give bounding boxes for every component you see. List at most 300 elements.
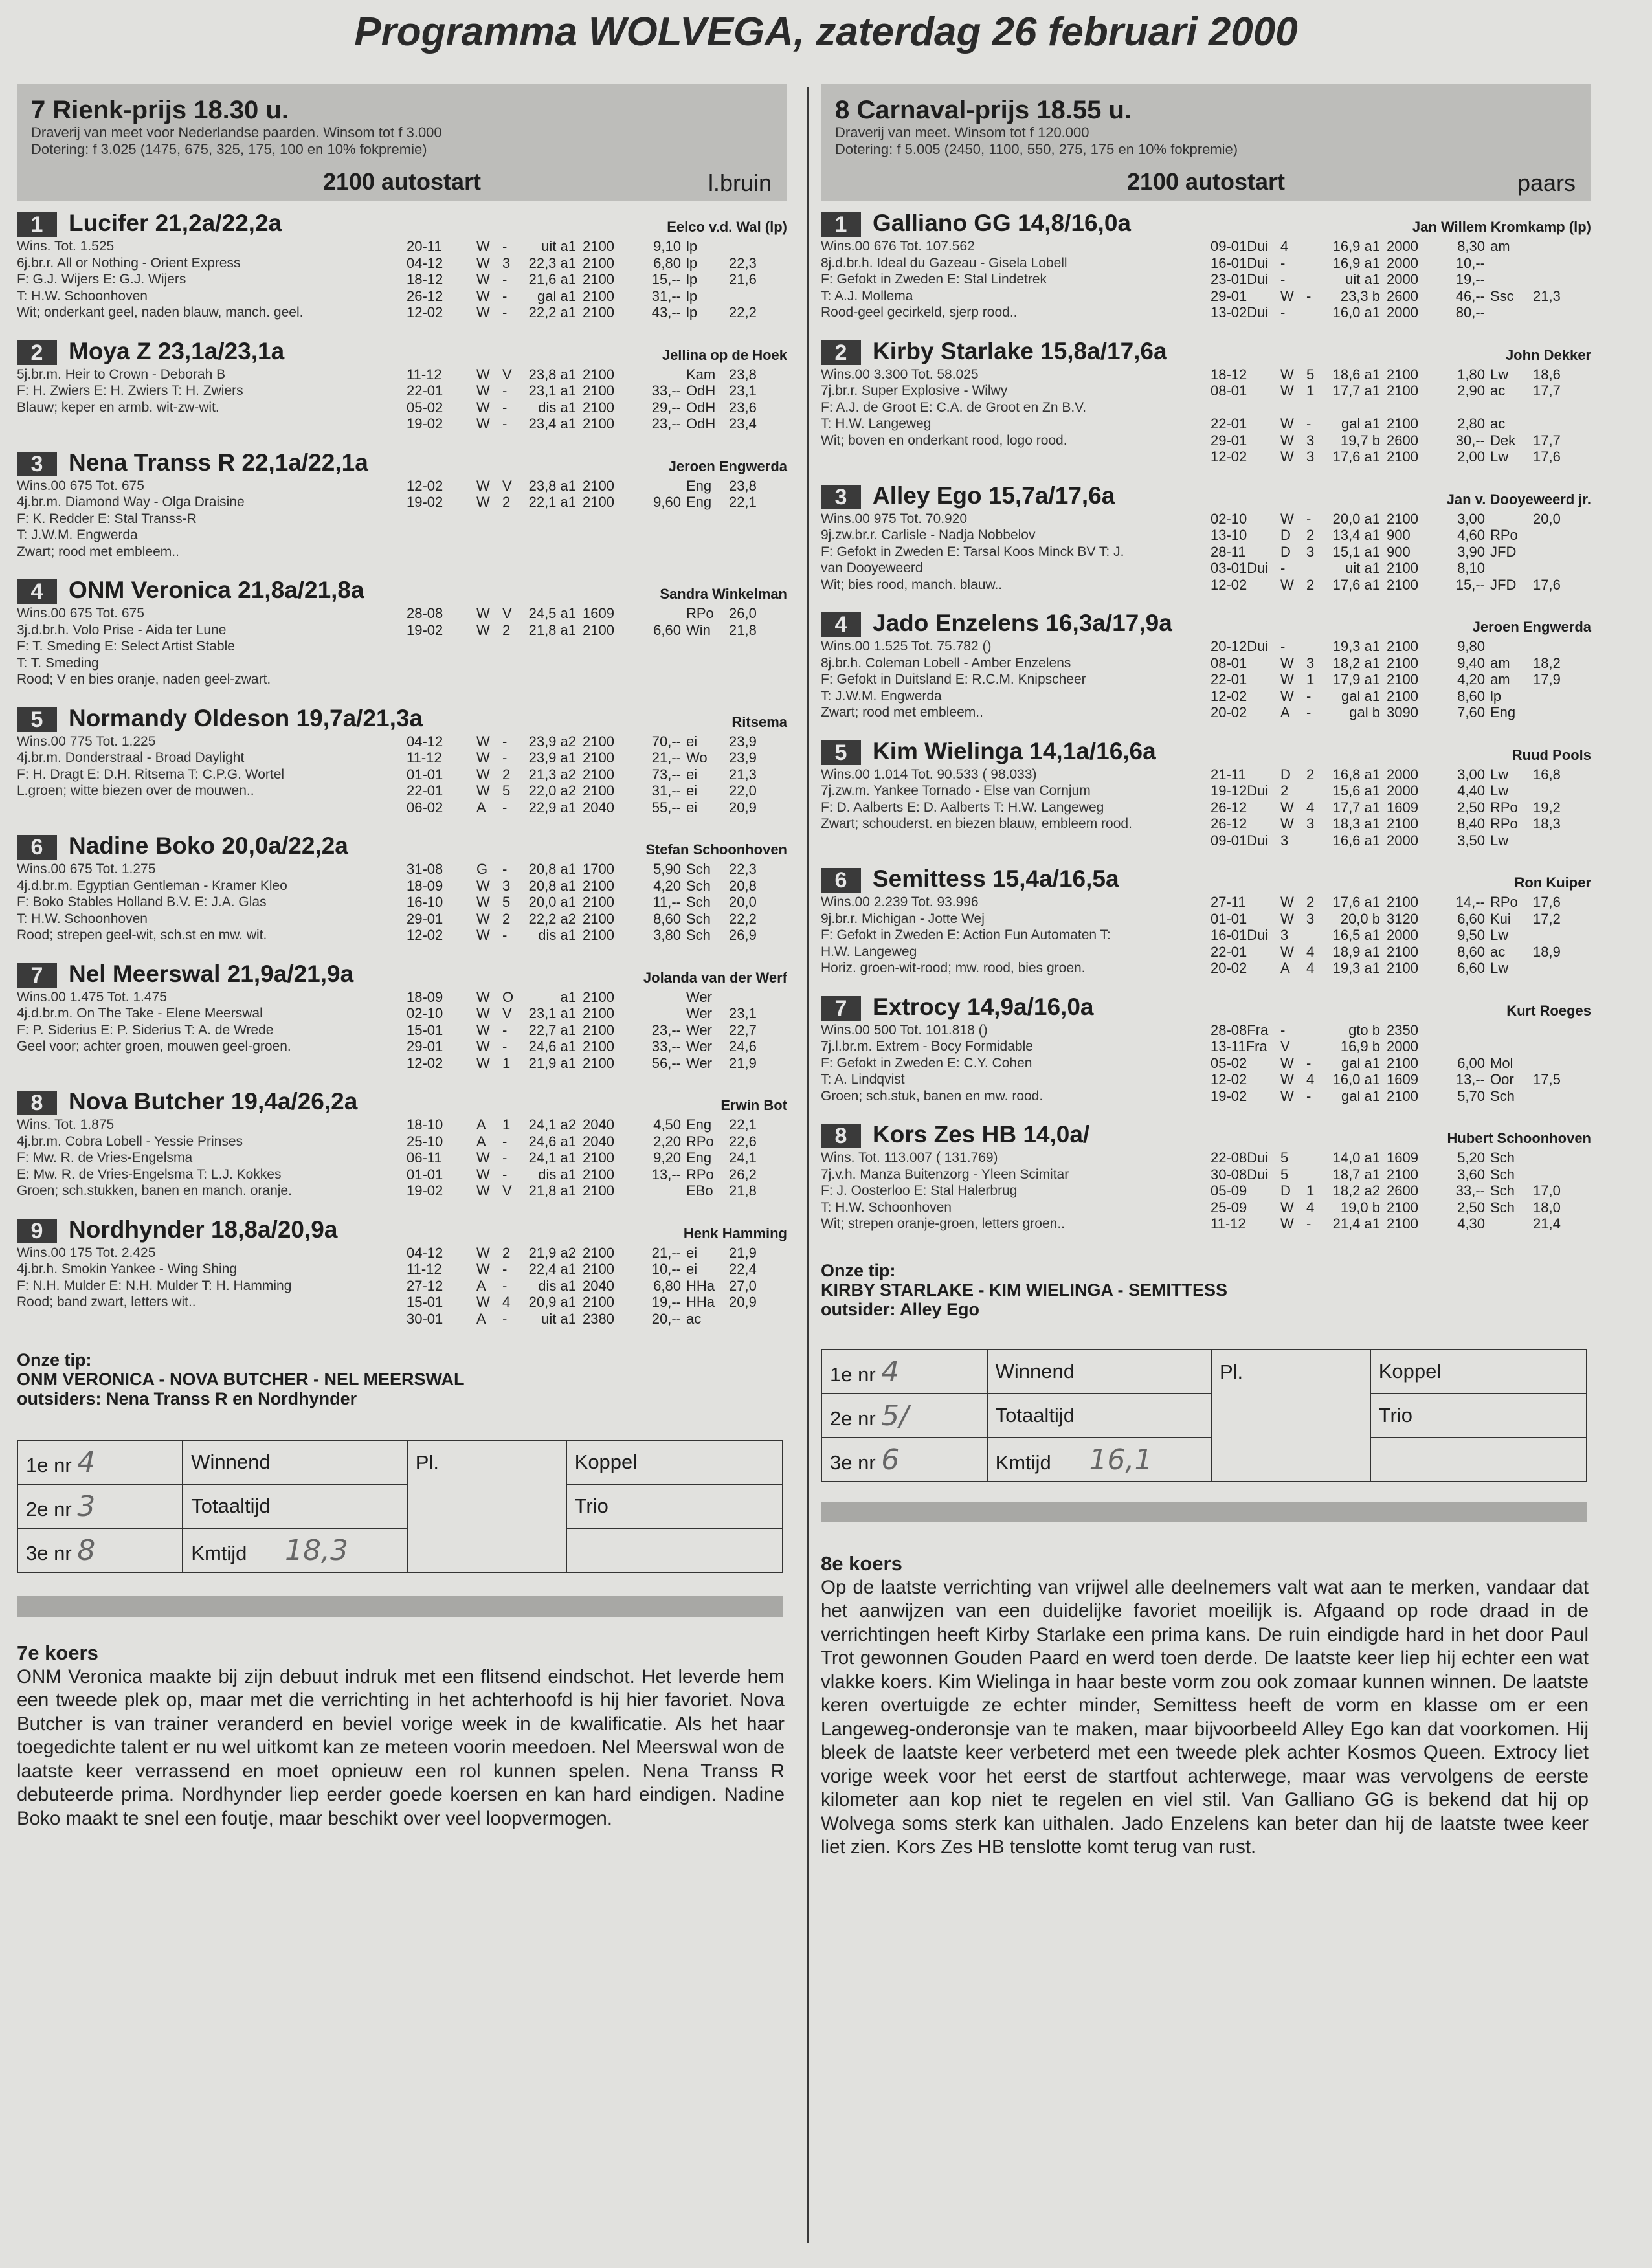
run-driver: RPo: [1490, 527, 1518, 543]
run-distance: 2000: [1387, 304, 1418, 320]
run-driver: ei: [686, 799, 698, 816]
run-track: W: [476, 783, 490, 799]
run-time: 16,0 a1: [1332, 1071, 1380, 1087]
run-odds: 7,60: [1457, 704, 1485, 720]
run-distance: 2100: [1387, 638, 1418, 654]
horse-info-line: 4j.br.h. Smokin Yankee - Wing Shing: [17, 1262, 238, 1276]
horse-info-line: Zwart; rood met embleem..: [17, 544, 179, 559]
run-kmtime: 22,7: [729, 1021, 757, 1038]
run-kmtime: 17,2: [1533, 910, 1561, 927]
run-track: W: [1280, 671, 1294, 687]
horse-entry: [17, 832, 787, 961]
run-odds: 5,20: [1457, 1150, 1485, 1166]
horse-info-line: Wit; boven en onderkant rood, logo rood.: [821, 432, 1067, 448]
run-odds: 3,00: [1457, 766, 1485, 783]
run-odds: 6,60: [1457, 910, 1485, 927]
run-place: -: [502, 1166, 508, 1183]
tip-picks: KIRBY STARLAKE - KIM WIELINGA - SEMITTESS: [821, 1280, 1228, 1300]
kmtijd-cell[interactable]: [987, 1438, 1211, 1482]
run-odds: 3,90: [1457, 543, 1485, 560]
horse-info-line: Zwart; rood met embleem..: [821, 705, 983, 720]
horse-number: 9: [17, 1219, 57, 1243]
run-place: 3: [1306, 816, 1315, 832]
run-place: -: [1306, 1054, 1312, 1071]
run-place: 2: [502, 910, 511, 927]
run-place: 4: [1306, 943, 1315, 960]
horse-info-line: F: G.J. Wijers E: G.J. Wijers: [17, 272, 186, 287]
horse-number: 5: [821, 740, 861, 765]
run-kmtime: 21,6: [729, 271, 757, 287]
run-distance: 1609: [583, 605, 614, 621]
run-time: 23,1 a1: [528, 1005, 576, 1021]
run-place: -: [502, 1133, 508, 1150]
winnend-label: Winnend: [987, 1350, 1211, 1394]
horse-info-line: F: Gefokt in Duitsland E: R.C.M. Knipscheer: [821, 672, 1086, 687]
run-distance: 2000: [1387, 832, 1418, 849]
run-distance: 2600: [1387, 432, 1418, 449]
run-driver: Lw: [1490, 927, 1509, 943]
run-time: 18,2 a1: [1332, 654, 1380, 671]
run-time: 18,7 a1: [1332, 1166, 1380, 1183]
run-kmtime: 22,4: [729, 1261, 757, 1277]
run-driver: am: [1490, 238, 1510, 254]
handwritten-second: 5/: [881, 1399, 910, 1432]
run-time: 20,9 a1: [528, 1294, 576, 1310]
run-driver: Mol: [1490, 1054, 1513, 1071]
run-date: 26-12: [407, 287, 443, 304]
run-odds: 4,30: [1457, 1216, 1485, 1232]
run-date: 19-02: [1211, 1087, 1247, 1104]
run-place: V: [502, 1183, 512, 1199]
horse-info: [17, 1245, 399, 1311]
run-driver: Sch: [686, 894, 711, 910]
run-place: -: [502, 238, 508, 254]
race-7: [17, 84, 787, 1344]
horse-name: Nel Meerswal 21,9a/21,9a: [69, 960, 354, 987]
run-odds: 10,--: [1455, 254, 1485, 271]
horse-info-line: Wit; onderkant geel, naden blauw, manch. geel.: [17, 305, 304, 320]
run-date: 11-12: [407, 750, 442, 766]
run-track: W: [1280, 687, 1294, 704]
run-distance: 2040: [583, 1133, 614, 1150]
run-place: -: [502, 287, 508, 304]
horse-info-line: E: Mw. R. de Vries-Engelsma T: L.J. Kokkes: [17, 1166, 282, 1182]
run-odds: 30,--: [1455, 432, 1485, 449]
horse-info-line: 9j.br.r. Michigan - Jotte Wej: [821, 911, 985, 926]
run-date: 16-01Dui: [1211, 927, 1269, 943]
run-time: gal a1: [1341, 416, 1380, 432]
run-time: 19,3 a1: [1332, 638, 1380, 654]
horse-info-line: F: D. Aalberts E: D. Aalberts T: H.W. Langeweg: [821, 799, 1104, 815]
run-driver: Eng: [1490, 704, 1516, 720]
run-odds: 23,--: [651, 416, 681, 432]
run-distance: 2100: [583, 271, 614, 287]
run-track: W: [1280, 1071, 1294, 1087]
run-date: 22-01: [1211, 416, 1247, 432]
run-kmtime: 23,9: [729, 733, 757, 750]
second-label: 2e nr: [830, 1406, 876, 1430]
horse-info-line: T: J.W.M. Engwerda: [821, 688, 942, 704]
run-place: -: [502, 399, 508, 416]
run-kmtime: 22,2: [729, 304, 757, 320]
run-distance: 2100: [1387, 576, 1418, 593]
tip-race-8: [821, 1261, 1227, 1319]
run-odds: 3,60: [1457, 1166, 1485, 1183]
run-time: 22,2 a1: [528, 304, 576, 320]
run-date: 08-01: [1211, 654, 1247, 671]
run-date: 25-10: [407, 1133, 443, 1150]
run-track: W: [1280, 654, 1294, 671]
horse-info: [17, 366, 399, 416]
run-driver: Oor: [1490, 1071, 1514, 1087]
run-odds: 8,10: [1457, 560, 1485, 576]
place-label: Pl.: [407, 1440, 566, 1572]
horse-name: Normandy Oldeson 19,7a/21,3a: [69, 704, 423, 731]
horse-info-line: Rood-geel gecirkeld, sjerp rood..: [821, 305, 1018, 320]
kmtijd-cell[interactable]: [183, 1528, 407, 1572]
run-driver: ac: [1490, 416, 1506, 432]
third-place-cell[interactable]: [17, 1528, 183, 1572]
horse-name: Extrocy 14,9a/16,0a: [873, 993, 1094, 1020]
horse-driver: Jeroen Engwerda: [668, 458, 787, 474]
run-place: -: [502, 1261, 508, 1277]
run-odds: 14,--: [1455, 894, 1485, 910]
horse-number: 3: [17, 452, 57, 476]
run-date: 23-01Dui: [1211, 271, 1269, 287]
run-odds: 13,--: [1455, 1071, 1485, 1087]
run-track: W: [476, 383, 490, 399]
run-place: -: [1306, 1216, 1312, 1232]
run-place: -: [502, 383, 508, 399]
run-place: -: [502, 1150, 508, 1166]
run-kmtime: 17,0: [1533, 1183, 1561, 1199]
horse-name: Nova Butcher 19,4a/26,2a: [69, 1088, 358, 1115]
run-date: 29-01: [407, 1038, 443, 1054]
run-track: W: [476, 988, 490, 1005]
run-time: dis a1: [538, 927, 576, 943]
run-driver: Wer: [686, 1038, 712, 1054]
run-date: 28-11: [1211, 543, 1246, 560]
run-driver: ei: [686, 1244, 698, 1261]
run-distance: 2100: [583, 894, 614, 910]
run-date: 12-02: [1211, 1071, 1247, 1087]
run-time: 16,5 a1: [1332, 927, 1380, 943]
horse-driver: Erwin Bot: [720, 1097, 787, 1113]
horse-driver: Sandra Winkelman: [660, 586, 787, 602]
horse-info-line: Geel voor; achter groen, mouwen geel-groen.: [17, 1039, 291, 1054]
horse-info-line: F: P. Siderius E: P. Siderius T: A. de Wrede: [17, 1022, 274, 1038]
run-driver: OdH: [686, 383, 716, 399]
horse-info-line: Wins.00 675 Tot. 675: [17, 606, 144, 621]
run-date: 21-11: [1211, 766, 1246, 783]
first-label: 1e nr: [26, 1453, 72, 1476]
horse-info-line: 7j.l.br.m. Extrem - Bocy Formidable: [821, 1039, 1033, 1054]
horse-info-line: T: A.J. Mollema: [821, 288, 913, 304]
run-place: -: [1306, 1087, 1312, 1104]
run-date: 26-12: [1211, 799, 1247, 816]
run-odds: 8,30: [1457, 238, 1485, 254]
run-distance: 2100: [1387, 671, 1418, 687]
run-time: gal a1: [1341, 1087, 1380, 1104]
run-odds: 31,--: [651, 287, 681, 304]
run-driver: Lw: [1490, 449, 1509, 465]
run-place: V: [502, 605, 512, 621]
horse-entry: [821, 210, 1591, 338]
run-track: W: [476, 287, 490, 304]
run-time: 19,0 b: [1340, 1199, 1380, 1216]
run-driver: OdH: [686, 399, 716, 416]
run-odds: 46,--: [1455, 287, 1485, 304]
run-time: 16,9 b: [1340, 1038, 1380, 1054]
horse-driver: Ritsema: [731, 713, 787, 730]
horse-number: 1: [821, 212, 861, 237]
run-track: W: [476, 927, 490, 943]
horse-info-line: T: H.W. Schoonhoven: [17, 911, 148, 926]
run-odds: 21,--: [651, 1244, 681, 1261]
run-time: 18,2 a2: [1332, 1183, 1380, 1199]
run-date: 19-12Dui: [1211, 783, 1269, 799]
run-distance: 2100: [583, 1166, 614, 1183]
run-kmtime: 23,1: [729, 383, 757, 399]
horse-number: 8: [17, 1091, 57, 1115]
tip-race-7: [17, 1350, 465, 1408]
run-driver: JFD: [1490, 576, 1517, 593]
run-place: O: [502, 988, 514, 1005]
horse-info-line: 7j.zw.m. Yankee Tornado - Else van Cornjum: [821, 783, 1091, 798]
horse-name: Kim Wielinga 14,1a/16,6a: [873, 737, 1156, 764]
run-date: 06-11: [407, 1150, 442, 1166]
run-place: -: [502, 1310, 508, 1327]
run-distance: 2100: [583, 733, 614, 750]
run-track: A: [1280, 704, 1290, 720]
run-track: D: [1280, 1183, 1291, 1199]
run-kmtime: 17,6: [1533, 576, 1561, 593]
run-time: 17,7 a1: [1332, 799, 1380, 816]
horse-info-line: Wins. Tot. 1.525: [17, 239, 115, 254]
horse-info-line: Wins.00 1.014 Tot. 90.533 ( 98.033): [821, 766, 1037, 782]
run-date: 06-02: [407, 799, 443, 816]
run-driver: Sch: [1490, 1183, 1515, 1199]
run-time: uit a1: [541, 1310, 576, 1327]
run-time: 20,0 b: [1340, 910, 1380, 927]
run-place: 2: [1306, 576, 1315, 593]
horse-info-line: Wins.00 675 Tot. 1.275: [17, 862, 156, 876]
run-place: 4: [1306, 1199, 1315, 1216]
horse-entry: [17, 961, 787, 1089]
run-time: 22,0 a2: [528, 783, 576, 799]
run-date: 13-10: [1211, 527, 1247, 543]
run-driver: HHa: [686, 1277, 715, 1294]
run-odds: 70,--: [651, 733, 681, 750]
horse-entry: [17, 1088, 787, 1216]
run-odds: 31,--: [651, 783, 681, 799]
run-time: 16,6 a1: [1332, 832, 1380, 849]
run-odds: 3,50: [1457, 832, 1485, 849]
run-place: -: [1306, 704, 1312, 720]
horse-number: 7: [17, 963, 57, 988]
trio-label: Trio: [566, 1484, 783, 1528]
run-kmtime: 17,6: [1533, 449, 1561, 465]
run-odds: 73,--: [651, 766, 681, 783]
run-distance: 2100: [583, 1150, 614, 1166]
run-track: W: [476, 271, 490, 287]
horse-info: [821, 238, 1203, 321]
handwritten-kmtijd: 18,3: [285, 1533, 348, 1567]
horse-number: 8: [821, 1124, 861, 1148]
run-time: 20,0 a1: [528, 894, 576, 910]
run-driver: am: [1490, 671, 1510, 687]
place-label: Pl.: [1211, 1350, 1370, 1482]
horse-info-line: L.groen; witte biezen over de mouwen..: [17, 783, 254, 798]
run-place: -: [1306, 287, 1312, 304]
run-distance: 1609: [1387, 1071, 1418, 1087]
run-kmtime: 22,3: [729, 254, 757, 271]
tip-picks: ONM VERONICA - NOVA BUTCHER - NEL MEERSWAL: [17, 1370, 465, 1389]
run-odds: 33,--: [651, 383, 681, 399]
run-driver: ei: [686, 783, 698, 799]
horse-info-line: Wins.00 175 Tot. 2.425: [17, 1245, 156, 1260]
run-driver: Lw: [1490, 366, 1509, 383]
run-time: 16,8 a1: [1332, 766, 1380, 783]
run-distance: 2100: [1387, 1166, 1418, 1183]
horse-info-line: F: T. Smeding E: Select Artist Stable: [17, 639, 235, 654]
horse-number: 1: [17, 212, 57, 237]
run-distance: 2100: [1387, 687, 1418, 704]
second-place-cell[interactable]: [17, 1484, 183, 1528]
run-date: 22-01: [1211, 943, 1247, 960]
run-odds: 4,40: [1457, 783, 1485, 799]
run-track: W: [476, 1294, 490, 1310]
separator-bar: [17, 1596, 783, 1617]
run-kmtime: 18,9: [1533, 943, 1561, 960]
run-place: 2: [1306, 527, 1315, 543]
run-track: -: [1280, 271, 1286, 287]
run-date: 31-08: [407, 861, 443, 877]
run-kmtime: 20,0: [729, 894, 757, 910]
run-time: gal a1: [1341, 1054, 1380, 1071]
run-date: 18-12: [407, 271, 443, 287]
tip-label: Onze tip:: [821, 1261, 896, 1280]
run-date: 20-02: [1211, 704, 1247, 720]
run-track: W: [476, 1244, 490, 1261]
run-distance: 2100: [1387, 1087, 1418, 1104]
horse-number: 7: [821, 996, 861, 1021]
run-driver: RPo: [686, 605, 714, 621]
run-time: 17,6 a1: [1332, 449, 1380, 465]
run-odds: 6,80: [653, 1277, 681, 1294]
run-kmtime: 22,0: [729, 783, 757, 799]
trio-label: Trio: [1370, 1394, 1587, 1438]
run-kmtime: 17,7: [1533, 432, 1561, 449]
run-track: W: [1280, 1087, 1294, 1104]
run-date: 13-02Dui: [1211, 304, 1269, 320]
horse-info: [821, 511, 1203, 594]
first-place-cell[interactable]: [17, 1440, 183, 1484]
run-odds: 2,00: [1457, 449, 1485, 465]
run-driver: ac: [1490, 383, 1506, 399]
horse-info-line: F: Mw. R. de Vries-Engelsma: [17, 1150, 193, 1165]
run-track: W: [476, 238, 490, 254]
run-kmtime: 24,6: [729, 1038, 757, 1054]
run-track: W: [1280, 799, 1294, 816]
run-date: 01-01: [1211, 910, 1247, 927]
horse-driver: Hubert Schoonhoven: [1447, 1130, 1591, 1146]
run-date: 12-02: [407, 927, 443, 943]
run-date: 19-02: [407, 494, 443, 510]
comment-heading: 8e koers: [821, 1552, 902, 1575]
run-track: W: [476, 1038, 490, 1054]
horse-driver: Stefan Schoonhoven: [645, 841, 787, 858]
horse-name: Nena Transs R 22,1a/22,1a: [69, 449, 368, 476]
run-odds: 2,20: [653, 1133, 681, 1150]
run-time: 16,9 a1: [1332, 238, 1380, 254]
run-distance: 900: [1387, 527, 1411, 543]
run-track: W: [1280, 432, 1294, 449]
run-driver: Lw: [1490, 960, 1509, 976]
horse-info-line: Wins. Tot. 1.875: [17, 1117, 115, 1132]
run-odds: 33,--: [651, 1038, 681, 1054]
run-odds: 9,60: [653, 494, 681, 510]
run-track: W: [1280, 416, 1294, 432]
run-distance: 2100: [1387, 960, 1418, 976]
run-time: 17,6 a1: [1332, 894, 1380, 910]
run-date: 28-08: [407, 605, 443, 621]
horse-info: [821, 766, 1203, 832]
run-distance: 2100: [583, 783, 614, 799]
run-place: -: [1306, 416, 1312, 432]
run-date: 29-01: [1211, 287, 1247, 304]
horse-info-line: 4j.br.m. Diamond Way - Olga Draisine: [17, 495, 245, 509]
run-distance: 2100: [583, 254, 614, 271]
run-track: W: [1280, 366, 1294, 383]
run-distance: 3120: [1387, 910, 1418, 927]
run-place: 4: [1306, 799, 1315, 816]
run-track: -: [1280, 560, 1286, 576]
run-place: -: [502, 927, 508, 943]
handwritten-third: 8: [77, 1533, 96, 1567]
run-distance: 1609: [1387, 799, 1418, 816]
run-date: 27-11: [1211, 894, 1246, 910]
run-time: 22,7 a1: [528, 1021, 576, 1038]
horse-driver: John Dekker: [1505, 346, 1591, 363]
run-kmtime: 23,8: [729, 477, 757, 494]
run-odds: 6,60: [1457, 960, 1485, 976]
run-date: 27-12: [407, 1277, 443, 1294]
horse-entry: [17, 1216, 787, 1344]
run-date: 12-02: [407, 1054, 443, 1071]
run-kmtime: 21,9: [729, 1244, 757, 1261]
horse-entry: [821, 1121, 1591, 1249]
first-place-cell[interactable]: [821, 1350, 987, 1394]
run-time: 22,9 a1: [528, 799, 576, 816]
run-distance: 2100: [583, 927, 614, 943]
run-odds: 10,--: [651, 1261, 681, 1277]
second-place-cell[interactable]: [821, 1394, 987, 1438]
horse-name: Lucifer 21,2a/22,2a: [69, 210, 282, 236]
run-date: 12-02: [1211, 449, 1247, 465]
run-time: 17,6 a1: [1332, 576, 1380, 593]
run-distance: 2100: [1387, 416, 1418, 432]
run-driver: OdH: [686, 416, 716, 432]
run-driver: RPo: [1490, 894, 1518, 910]
run-distance: 2100: [583, 877, 614, 894]
third-place-cell[interactable]: [821, 1438, 987, 1482]
run-kmtime: 17,7: [1533, 383, 1561, 399]
run-track: W: [476, 733, 490, 750]
run-date: 18-12: [1211, 366, 1247, 383]
run-distance: 2100: [583, 1038, 614, 1054]
totaaltijd-label: Totaaltijd: [183, 1484, 407, 1528]
